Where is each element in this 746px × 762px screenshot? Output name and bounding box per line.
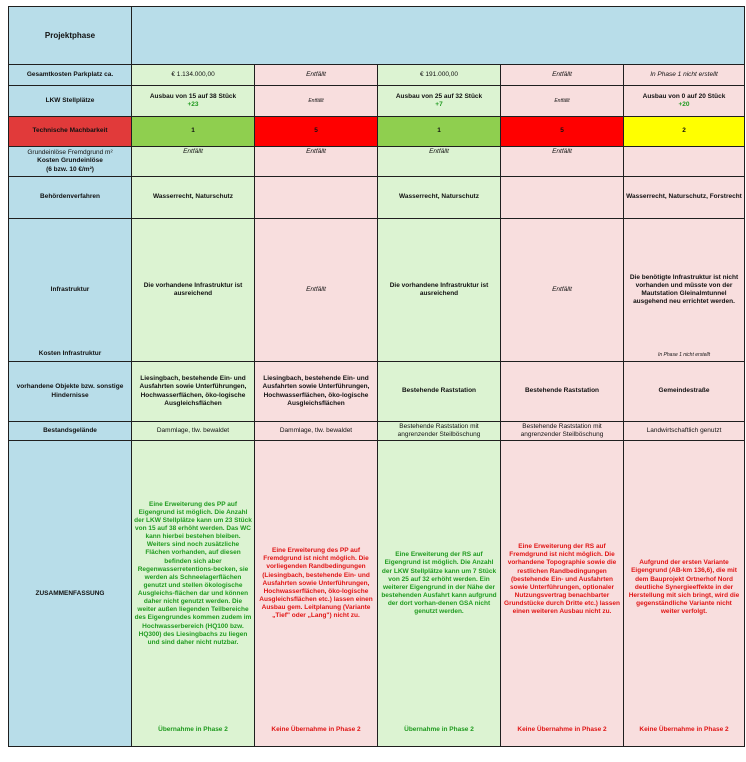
grund-cell-1: Entfällt <box>132 147 255 177</box>
grund-cell-5 <box>624 147 745 177</box>
summary-result-2: Keine Übernahme in Phase 2 <box>271 726 361 734</box>
summary-cell-5 <box>624 441 745 747</box>
infra-cost-label: Kosten Infrastruktur <box>38 349 102 357</box>
summary-cell-4 <box>501 441 624 747</box>
objekte-cell-4: Bestehende Raststation <box>501 362 624 422</box>
row-label-lkw: LKW Stellplätze <box>9 86 132 117</box>
row-objekte <box>9 362 745 422</box>
row-label-objekte: vorhandene Objekte bzw. sonstige Hindernisse <box>9 362 132 422</box>
summary-result-1: Übernahme in Phase 2 <box>158 726 228 734</box>
variant-comparison-table <box>8 6 745 747</box>
behoerden-cell-2 <box>255 177 378 219</box>
infra-cell-5 <box>624 219 745 362</box>
gelaende-cell-5: Landwirtschaftlich genutzt <box>624 422 745 441</box>
row-gelaende <box>9 422 745 441</box>
row-kosten <box>9 65 745 86</box>
row-label-machbarkeit: Technische Machbarkeit <box>9 117 132 147</box>
machbarkeit-cell-4: 5 <box>501 117 624 147</box>
gelaende-cell-1: Dammlage, tlw. bewaldet <box>132 422 255 441</box>
summary-result-5: Keine Übernahme in Phase 2 <box>639 726 729 734</box>
machbarkeit-cell-5: 2 <box>624 117 745 147</box>
gelaende-cell-2: Dammlage, tlw. bewaldet <box>255 422 378 441</box>
summary-cell-2 <box>255 441 378 747</box>
lkw-delta-3: +7 <box>435 101 443 108</box>
kosten-cell-1: € 1.134.000,00 <box>132 65 255 86</box>
infra-cell-3: Die vorhandene Infrastruktur ist ausreichend <box>378 219 501 362</box>
summary-text-2: Eine Erweiterung des PP auf Fremdgrund ist nicht möglich. Die vorliegenden Randbedingungen (Liesingbach, bestehende Ein- und Ausfahrten sowie Unterführungen, Hochwasserflächen, öko-logische Ausgleichsflächen etc.) lassen einen Ausbau gem. Leitplanung (Variante „Tief" oder „Lang") nicht zu. <box>259 547 373 620</box>
summary-cell-1 <box>132 441 255 747</box>
row-machbarkeit <box>9 117 745 147</box>
row-label-infra <box>9 219 132 362</box>
infra-cell-1: Die vorhandene Infrastruktur ist ausreichend <box>132 219 255 362</box>
lkw-main-4: Entfällt <box>554 97 570 104</box>
summary-cell-3 <box>378 441 501 747</box>
behoerden-cell-1: Wasserrecht, Naturschutz <box>132 177 255 219</box>
lkw-main-3: Ausbau von 25 auf 32 Stück <box>395 92 483 100</box>
row-grund <box>9 147 745 177</box>
infra-cell-4: Entfällt <box>501 219 624 362</box>
machbarkeit-cell-1: 1 <box>132 117 255 147</box>
machbarkeit-cell-3: 1 <box>378 117 501 147</box>
behoerden-cell-5: Wasserrecht, Naturschutz, Forstrecht <box>624 177 745 219</box>
header-row <box>9 7 745 65</box>
grund-cell-2: Entfällt <box>255 147 378 177</box>
summary-result-3: Übernahme in Phase 2 <box>404 726 474 734</box>
lkw-cell-4 <box>501 86 624 117</box>
infra-label: Infrastruktur <box>50 285 90 293</box>
infra-text-5: Die benötigte Infrastruktur ist nicht vorhanden und müsste von der Mautstation Gleinalmtunnel ausgehend neu errichtet werden. <box>629 273 739 306</box>
grund-label-3: (6 bzw. 10 €/m²) <box>46 165 94 173</box>
behoerden-cell-4 <box>501 177 624 219</box>
lkw-main-5: Ausbau von 0 auf 20 Stück <box>642 92 726 100</box>
row-zusammenfassung <box>9 441 745 747</box>
lkw-delta-1: +23 <box>187 101 199 108</box>
kosten-cell-4: Entfällt <box>501 65 624 86</box>
summary-text-3: Eine Erweiterung der RS auf Eigengrund ist möglich. Die Anzahl der LKW Stellplätze kann um 7 Stück von 25 auf 32 erhöht werden. Ein weiterer Eigengrund in der Nähe der bestehenden Ausfahrt kann aufgrund der dort vorhan-denen GSA nicht genutzt werden. <box>381 551 497 616</box>
summary-text-4: Eine Erweiterung der RS auf Fremdgrund ist nicht möglich. Die vorhandene Topographie sowie die restlichen Randbedingungen (bestehende Ein- und Ausfahrten sowie Unterführungen, optionaler Nutzungsvertrag benachbarter Grundstücke durch Dritte etc.) lassen einen weiteren Ausbau nicht zu. <box>504 543 620 616</box>
summary-text-5: Aufgrund der ersten Variante Eigengrund (AB-km 136,6), die mit dem Bauprojekt Ortnerhof Nord deutliche Synergieeffekte in der Herstellung mit sich bringt, wird die gegenständliche Variante nicht weiter verfolgt. <box>628 559 740 616</box>
objekte-cell-5: Gemeindestraße <box>624 362 745 422</box>
kosten-cell-3: € 191.000,00 <box>378 65 501 86</box>
infra-cell-2: Entfällt <box>255 219 378 362</box>
kosten-cell-2: Entfällt <box>255 65 378 86</box>
row-label-zusammenfassung: ZUSAMMENFASSUNG <box>9 441 132 747</box>
lkw-cell-1 <box>132 86 255 117</box>
grund-cell-3: Entfällt <box>378 147 501 177</box>
row-label-behoerden: Behördenverfahren <box>9 177 132 219</box>
lkw-main-2: Entfällt <box>308 97 324 104</box>
summary-text-1: Eine Erweiterung des PP auf Eigengrund ist möglich. Die Anzahl der LKW Stellplätze kann um 23 Stück von 15 auf 38 erhöht werden. Das WC kann hierbei bestehen bleiben. Weiters sind noch zusätzliche Flächen vorhanden, auf diesen befinden sich aber Regenwasserretentions-becken, sie werden als Schneelagerflächen genutzt und stellen ökologische Ausgleichs-flächen dar und können daher nicht genutzt werden. Die weiter außen liegenden Teilbereiche des Eigengrundes kommen zudem im Hochwasserbereich (HQ100 bzw. HQ300) des Liesingbachs zu liegen und sind daher nicht nutzbar. <box>134 500 252 646</box>
grund-label-2: Kosten Grundeinlöse <box>37 157 103 165</box>
row-label-kosten: Gesamtkosten Parkplatz ca. <box>9 65 132 86</box>
lkw-cell-3 <box>378 86 501 117</box>
objekte-cell-3: Bestehende Raststation <box>378 362 501 422</box>
infra-foot-5: In Phase 1 nicht erstellt <box>658 351 710 358</box>
objekte-cell-2: Liesingbach, bestehende Ein- und Ausfahrten sowie Unterführungen, Hochwasserflächen, öko-logische Ausgleichsflächen <box>255 362 378 422</box>
gelaende-cell-3: Bestehende Raststation mit angrenzender Steilböschung <box>378 422 501 441</box>
row-infra <box>9 219 745 362</box>
objekte-cell-1: Liesingbach, bestehende Ein- und Ausfahrten sowie Unterführungen, Hochwasserflächen, öko-logische Ausgleichsflächen <box>132 362 255 422</box>
lkw-delta-5: +20 <box>678 101 690 108</box>
gelaende-cell-4: Bestehende Raststation mit angrenzender Steilböschung <box>501 422 624 441</box>
header-label: Projektphase <box>9 7 132 65</box>
header-blank <box>132 7 745 65</box>
row-behoerden <box>9 177 745 219</box>
row-lkw <box>9 86 745 117</box>
machbarkeit-cell-2: 5 <box>255 117 378 147</box>
kosten-cell-5: In Phase 1 nicht erstellt <box>624 65 745 86</box>
lkw-cell-2 <box>255 86 378 117</box>
lkw-main-1: Ausbau von 15 auf 38 Stück <box>149 92 237 100</box>
behoerden-cell-3: Wasserrecht, Naturschutz <box>378 177 501 219</box>
grund-cell-4: Entfällt <box>501 147 624 177</box>
summary-result-4: Keine Übernahme in Phase 2 <box>517 726 607 734</box>
row-label-grund <box>9 147 132 177</box>
grund-label-1: Grundeinlöse Fremdgrund m² <box>27 149 113 157</box>
lkw-cell-5 <box>624 86 745 117</box>
row-label-gelaende: Bestandsgelände <box>9 422 132 441</box>
